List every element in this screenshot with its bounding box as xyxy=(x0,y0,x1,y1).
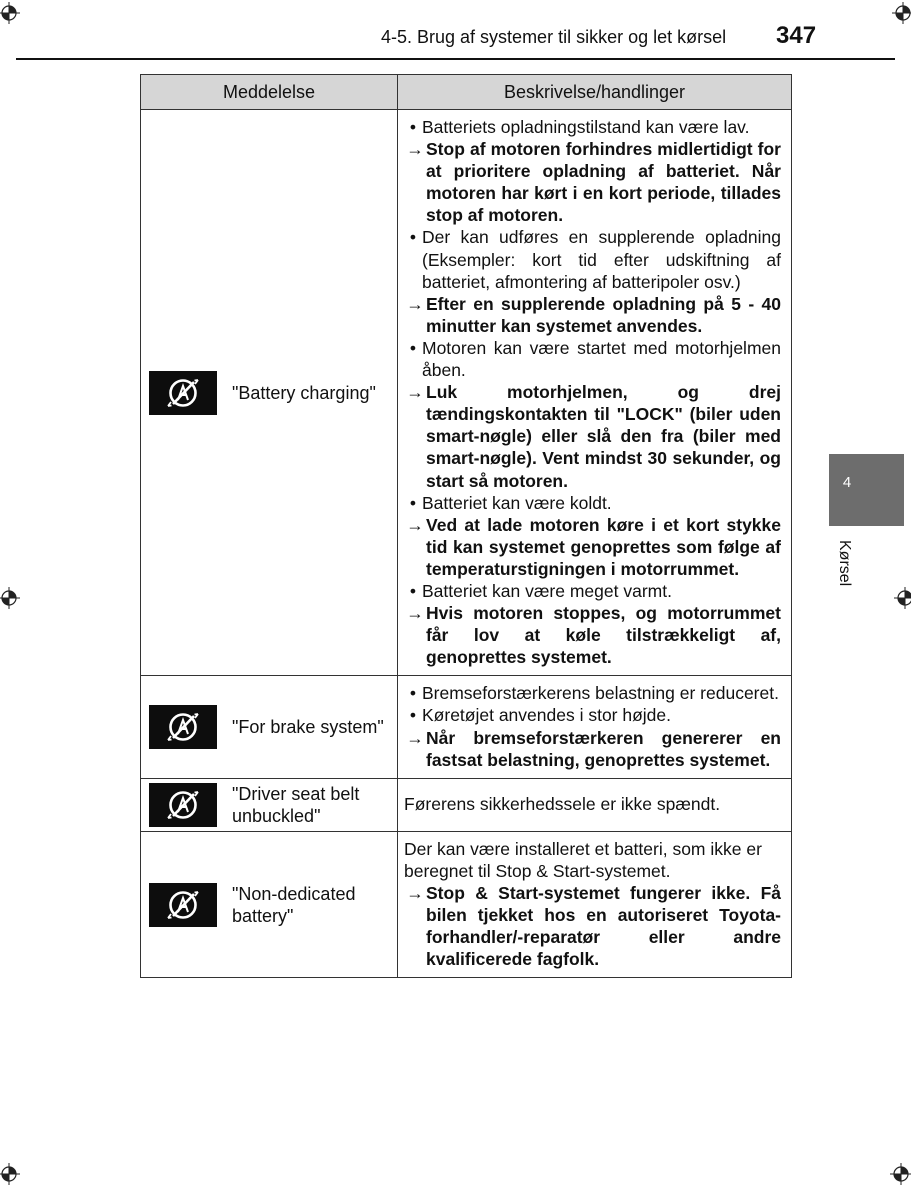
action-item xyxy=(404,882,781,970)
arrow-icon: → xyxy=(406,514,424,535)
table-body xyxy=(141,110,792,978)
cause-item xyxy=(404,682,781,704)
cause-item xyxy=(404,580,781,602)
action-text: Efter en supplerende opladning på 5 - 40 minutter kan systemet anvendes. xyxy=(426,293,781,336)
table-row xyxy=(141,676,792,778)
table-row xyxy=(141,831,792,978)
description-text: Der kan være installeret et batteri, som ikke er beregnet til Stop & Start-systemet. xyxy=(404,838,762,881)
bullet-icon: • xyxy=(409,117,417,137)
action-text: Når bremseforstærkeren genererer en fastsat belastning, genoprettes systemet. xyxy=(426,727,781,770)
message-cell xyxy=(141,831,398,978)
message-table xyxy=(140,74,792,978)
bullet-icon: • xyxy=(409,492,417,513)
arrow-icon: → xyxy=(406,603,424,624)
action-item xyxy=(404,727,781,771)
action-text: Luk motorhjelmen, og drej tændingskontakten til "LOCK" (biler uden smart-nøgle) eller slå den fra (biler med smart-nøgle). Vent mindst 30 sekunder, og start så motoren. xyxy=(426,382,781,491)
action-text: Hvis motoren stoppes, og motorrummet får lov at køle tilstrækkeligt af, genoprettes systemet. xyxy=(426,603,781,668)
action-item xyxy=(404,293,781,337)
registration-mark-icon xyxy=(0,2,20,24)
cause-item xyxy=(404,116,781,138)
bullet-icon: • xyxy=(409,580,417,601)
description-text: Førerens sikkerhedssele er ikke spændt. xyxy=(404,794,721,815)
stop-start-indicator-icon xyxy=(149,371,217,415)
action-item xyxy=(404,602,781,668)
stop-start-indicator-icon xyxy=(149,883,217,927)
stop-start-indicator-icon xyxy=(149,705,217,749)
bullet-icon: • xyxy=(409,337,417,358)
stop-start-indicator-icon xyxy=(149,783,217,827)
column-header-message: Meddelelse xyxy=(141,75,398,110)
chapter-tab-label: Kørsel xyxy=(836,540,853,587)
message-cell xyxy=(141,110,398,676)
arrow-icon: → xyxy=(406,382,424,403)
cause-item xyxy=(404,337,781,381)
arrow-icon: → xyxy=(406,727,424,748)
action-item xyxy=(404,138,781,226)
action-text: Stop & Start-systemet fungerer ikke. Få bilen tjekket hos en autoriseret Toyota-forhandler/-reparatør eller andre kvalificerede fagfolk. xyxy=(426,882,781,970)
message-cell xyxy=(141,778,398,831)
action-item xyxy=(404,381,781,491)
message-cell xyxy=(141,676,398,778)
bullet-icon: • xyxy=(409,683,417,704)
cause-text: Batteriet kan være meget varmt. xyxy=(422,580,672,601)
cause-item xyxy=(404,492,781,514)
header-rule xyxy=(16,58,895,60)
message-text: "Non-dedicated battery" xyxy=(232,883,356,926)
message-text: "Driver seat belt unbuckled" xyxy=(232,783,360,826)
action-text: Stop af motoren forhindres midlertidigt for at prioritere opladning af batteriet. Når motoren har kørt i en kort periode, tillades stop af motoren. xyxy=(426,139,781,226)
table-header-row xyxy=(141,75,792,110)
arrow-icon: → xyxy=(406,293,424,314)
action-text: Ved at lade motoren køre i et kort stykke tid kan systemet genoprettes som følge af temperaturstigningen i motorrummet. xyxy=(426,514,781,579)
cause-text: Køretøjet anvendes i stor højde. xyxy=(422,705,671,726)
cause-text: Der kan udføres en supplerende opladning (Eksempler: kort tid efter udskiftning af batteriet, afmontering af batteripoler osv.) xyxy=(422,227,781,292)
cause-item xyxy=(404,226,781,292)
table-row xyxy=(141,778,792,831)
chapter-tab xyxy=(829,454,904,526)
cause-text: Motoren kan være startet med motorhjelmen åben. xyxy=(422,337,781,381)
bullet-icon: • xyxy=(409,227,417,248)
page-number: 347 xyxy=(776,22,817,49)
action-item xyxy=(404,514,781,580)
cause-text: Bremseforstærkerens belastning er reduceret. xyxy=(422,683,779,704)
registration-mark-icon xyxy=(0,587,20,609)
registration-mark-icon xyxy=(0,1163,20,1185)
bullet-icon: • xyxy=(409,705,417,726)
cause-text: Batteriet kan være koldt. xyxy=(422,492,612,513)
message-text: "Battery charging" xyxy=(232,382,376,403)
column-header-description: Beskrivelse/handlinger xyxy=(398,75,792,110)
chapter-tab-number: 4 xyxy=(842,474,852,491)
description-cell xyxy=(398,676,792,778)
table-row xyxy=(141,110,792,676)
description-cell xyxy=(398,831,792,978)
message-text: "For brake system" xyxy=(232,717,384,738)
cause-text: Batteriets opladningstilstand kan være lav. xyxy=(422,117,750,137)
arrow-icon: → xyxy=(406,882,424,903)
arrow-icon: → xyxy=(406,139,424,160)
chapter-title: 4-5. Brug af systemer til sikker og let kørsel xyxy=(381,27,727,47)
description-cell xyxy=(398,110,792,676)
cause-item xyxy=(404,704,781,726)
registration-mark-icon xyxy=(894,587,911,609)
description-cell xyxy=(398,778,792,831)
registration-mark-icon xyxy=(890,1163,911,1185)
registration-mark-icon xyxy=(892,2,911,24)
